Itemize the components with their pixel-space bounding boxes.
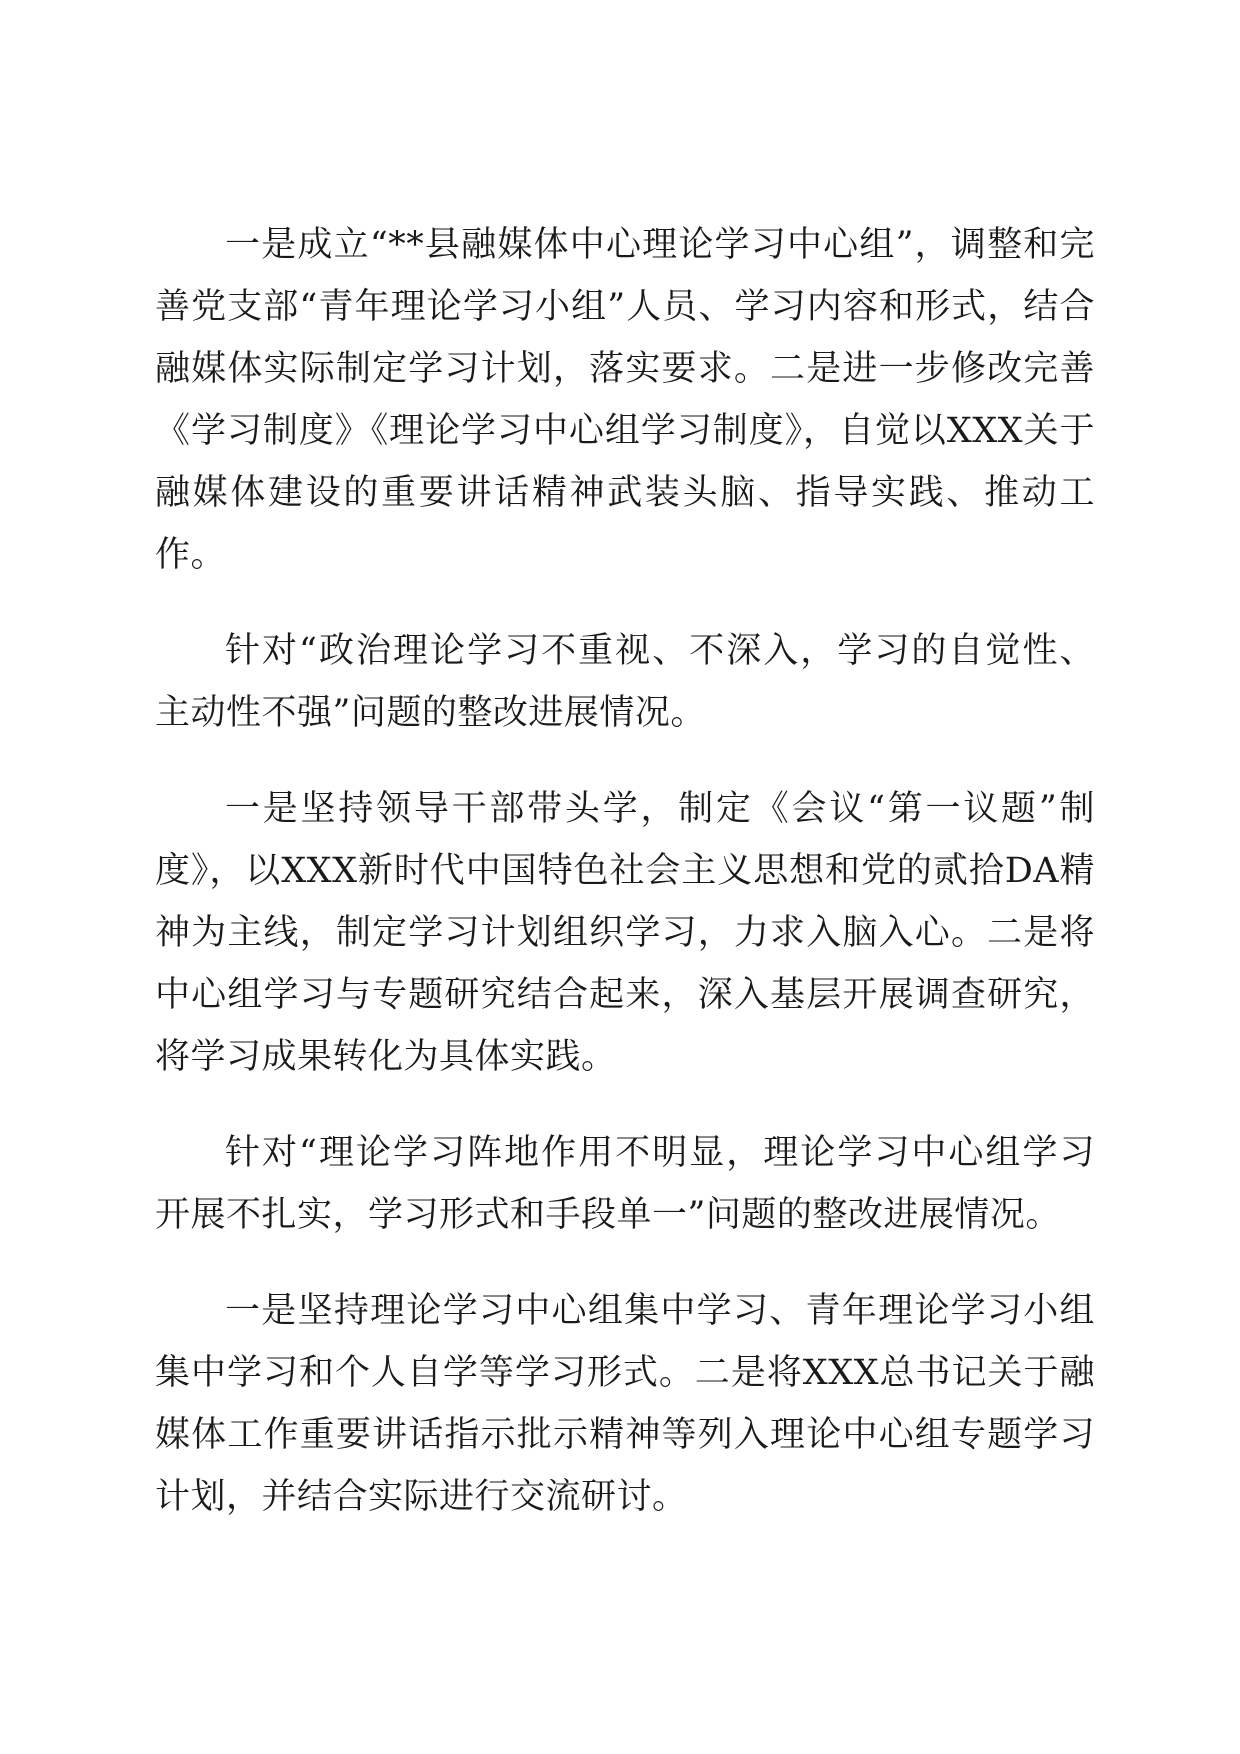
paragraph-5: 一是坚持理论学习中心组集中学习、青年理论学习小组集中学习和个人自学等学习形式。二是将XXX总书记关于融媒体工作重要讲话指示批示精神等列入理论中心组专题学习计划，并结合实际进行交流研讨。 (155, 1291, 1095, 1517)
paragraph-2: 针对“政治理论学习不重视、不深入，学习的自觉性、主动性不强”问题的整改进展情况。 (155, 631, 1095, 733)
document-body (155, 214, 1095, 1562)
paragraph-4: 针对“理论学习阵地作用不明显，理论学习中心组学习开展不扎实，学习形式和手段单一”问题的整改进展情况。 (155, 1133, 1095, 1235)
paragraph-1: 一是成立“**县融媒体中心理论学习中心组”，调整和完善党支部“青年理论学习小组”人员、学习内容和形式，结合融媒体实际制定学习计划，落实要求。二是进一步修改完善《学习制度》《理论学习中心组学习制度》，自觉以XXX关于融媒体建设的重要讲话精神武装头脑、指导实践、推动工作。 (155, 225, 1095, 575)
paragraph-3: 一是坚持领导干部带头学，制定《会议“第一议题”制度》，以XXX新时代中国特色社会主义思想和党的贰拾DA精神为主线，制定学习计划组织学习，力求入脑入心。二是将中心组学习与专题研究结合起来，深入基层开展调查研究，将学习成果转化为具体实践。 (155, 789, 1095, 1077)
